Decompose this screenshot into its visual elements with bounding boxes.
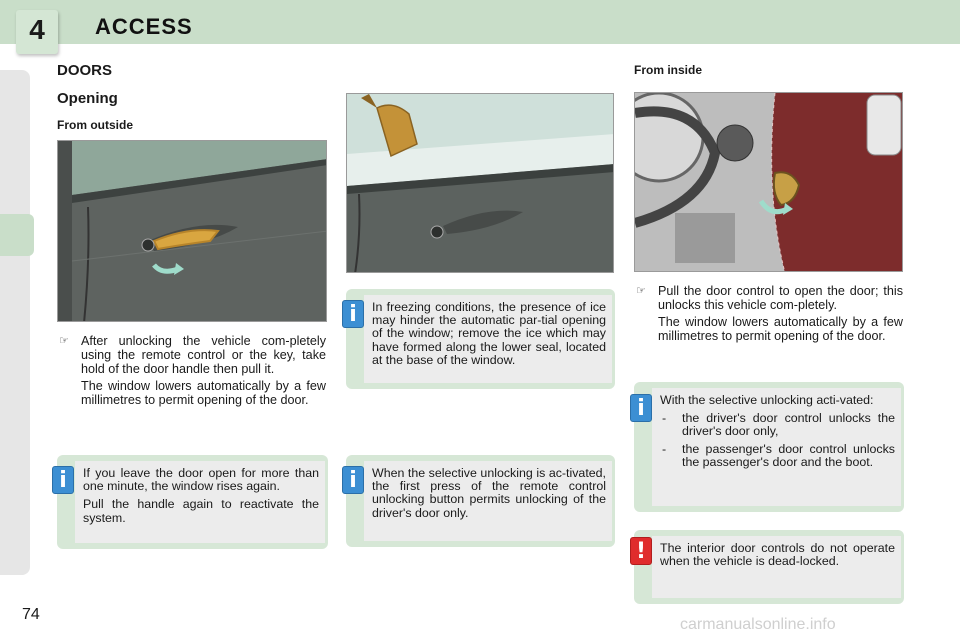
page-number: 74	[22, 606, 40, 623]
section-title: DOORS	[57, 62, 113, 79]
info-intro: With the selective unlocking acti-vated:	[660, 393, 874, 407]
info-selective-inside-text	[652, 388, 901, 506]
info-selective-remote	[346, 455, 615, 547]
inside-paragraph: Pull the door control to open the door; this unlocks this vehicle com-pletely.	[658, 284, 903, 312]
info-icon: i	[630, 394, 652, 422]
info-icon: i	[52, 466, 74, 494]
interior-control-photo	[634, 92, 903, 272]
outside-paragraph: After unlocking the vehicle com-pletely using the remote control or the key, take hold of the door handle then pull it.	[81, 334, 326, 376]
info-freezing-text: In freezing conditions, the presence of ice may hinder the automatic par-tial opening of the window; remove the ice which may have formed along the lower seal, located at the base of the window.	[364, 295, 612, 383]
page-edge-strip	[0, 70, 30, 575]
page-edge-tab	[0, 214, 34, 256]
warning-deadlocked-text: The interior door controls do not operate when the vehicle is dead-locked.	[652, 536, 901, 598]
chapter-tab	[16, 10, 58, 54]
window-ice-photo	[346, 93, 614, 273]
info-icon: i	[342, 300, 364, 328]
inside-instructions	[636, 284, 903, 343]
pointing-hand-icon: ☞	[636, 285, 646, 297]
info-selective-inside	[634, 382, 904, 512]
info-selective-remote-text: When the selective unlocking is ac-tivated, the first press of the remote control unlocking button permits unlocking of the driver's door only.	[364, 461, 612, 541]
info-freezing	[346, 289, 615, 389]
watermark: carmanualsonline.info	[680, 616, 836, 633]
section-subtitle: Opening	[57, 90, 118, 107]
info-door-open	[57, 455, 328, 549]
exterior-handle-photo	[57, 140, 327, 322]
outside-heading: From outside	[57, 118, 134, 132]
info-paragraph: If you leave the door open for more than one minute, the window rises again.	[83, 466, 319, 494]
inside-paragraph: The window lowers automatically by a few millimetres to permit opening of the door.	[658, 315, 903, 343]
list-item: - the passenger's door control unlocks the passenger's door and the boot.	[660, 443, 895, 469]
inside-heading: From inside	[634, 63, 703, 77]
chapter-number: 4	[29, 14, 45, 45]
chapter-title: ACCESS	[95, 14, 193, 39]
info-door-open-text	[75, 461, 325, 543]
list-item: - the driver's door control unlocks the driver's door only,	[660, 412, 895, 438]
warning-icon: !	[630, 537, 652, 565]
warning-deadlocked	[634, 530, 904, 604]
selective-list	[660, 412, 895, 469]
info-paragraph: Pull the handle again to reactivate the system.	[83, 497, 319, 525]
pointing-hand-icon: ☞	[59, 335, 69, 347]
outside-paragraph: The window lowers automatically by a few millimetres to permit opening of the door.	[81, 379, 326, 407]
outside-instructions	[59, 334, 326, 407]
info-icon: i	[342, 466, 364, 494]
